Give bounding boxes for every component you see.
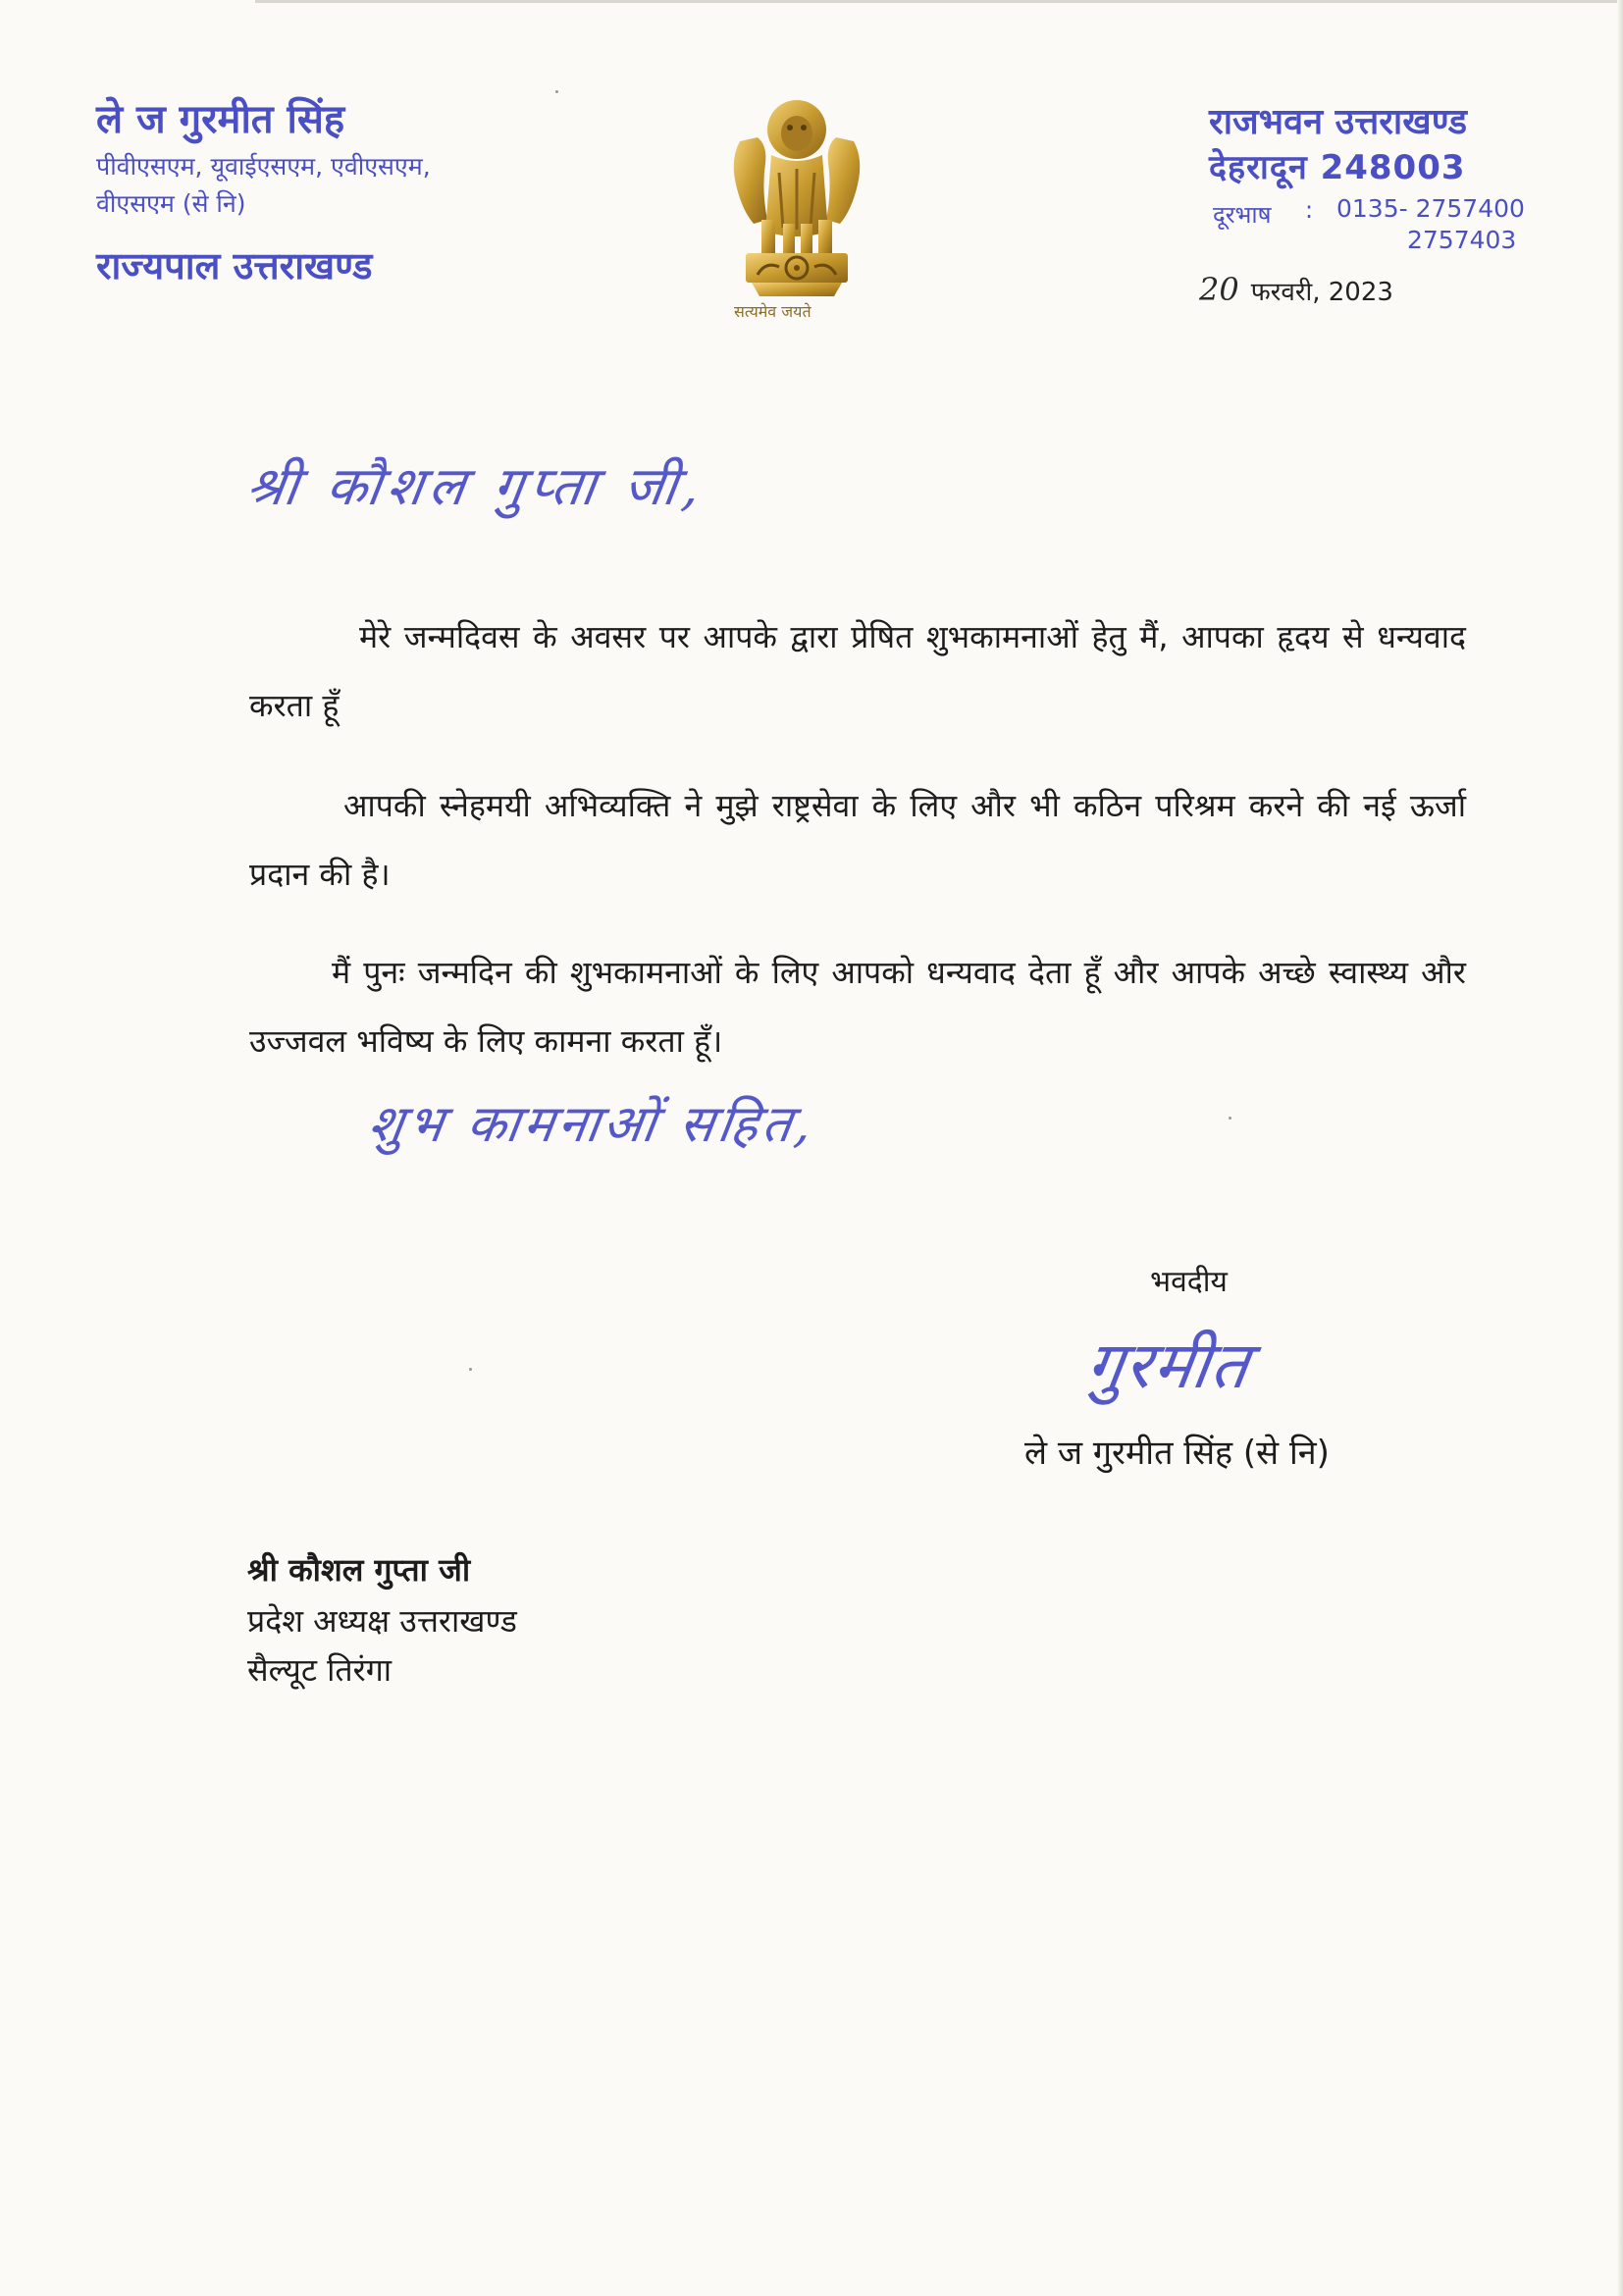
letterhead-honours-line2: वीएसएम (से नि) (96, 189, 246, 218)
letterhead-honours-line1: पीवीएसएम, यूवाईएसएम, एवीएसएम, (96, 152, 431, 181)
handwritten-closing: शुभ कामनाओं सहित, (364, 1095, 820, 1154)
recipient-position: प्रदेश अध्यक्ष उत्तराखण्ड (247, 1602, 517, 1640)
paper-speck (555, 90, 558, 93)
phone-number-1: 0135- 2757400 (1336, 194, 1525, 223)
complimentary-close: भवदीय (1150, 1265, 1228, 1299)
paper-speck (1229, 1117, 1231, 1120)
phone-number-2: 2757403 (1407, 226, 1517, 254)
recipient-name: श्री कौशल गुप्ता जी (247, 1551, 471, 1589)
national-emblem-icon (728, 94, 865, 328)
letterhead-address-line1: राजभवन उत्तराखण्ड (1209, 102, 1468, 142)
phone-separator: : (1305, 196, 1314, 224)
body-paragraph-1: मेरे जन्मदिवस के अवसर पर आपके द्वारा प्रेषित शुभकामनाओं हेतु मैं, आपका हृदय से धन्यवाद करता हूँ (249, 618, 1466, 724)
letterhead-name: ले ज गुरमीत सिंह (96, 97, 345, 142)
page-edge-right (1617, 0, 1623, 2296)
date-day: 20 (1199, 271, 1239, 308)
body-paragraph-2: आपकी स्नेहमयी अभिव्यक्ति ने मुझे राष्ट्रसेवा के लिए और भी कठिन परिश्रम करने की नई ऊर्जा प्रदान की है। (249, 787, 1466, 893)
recipient-organization: सैल्यूट तिरंगा (247, 1651, 393, 1689)
page-edge (255, 0, 1623, 3)
signature: गुरमीत (1081, 1328, 1256, 1403)
body-paragraph-3: मैं पुनः जन्मदिन की शुभकामनाओं के लिए आपको धन्यवाद देता हूँ और आपके अच्छे स्वास्थ्य और उज्जवल भविष्य के लिए कामना करता हूँ। (249, 954, 1466, 1060)
paper-speck (469, 1368, 472, 1371)
handwritten-salutation: श्री कौशल गुप्ता जी, (242, 455, 710, 517)
signer-name: ले ज गुरमीत सिंह (से नि) (1024, 1434, 1330, 1473)
letterhead-address-line2: देहरादून 248003 (1209, 148, 1466, 187)
emblem-motto: सत्यमेव जयते (734, 302, 812, 321)
letter-date (1199, 271, 1393, 308)
date-month-year: फरवरी, 2023 (1250, 278, 1393, 307)
letterhead-designation: राज्यपाल उत्तराखण्ड (96, 244, 373, 287)
phone-label: दूरभाष (1213, 201, 1272, 229)
